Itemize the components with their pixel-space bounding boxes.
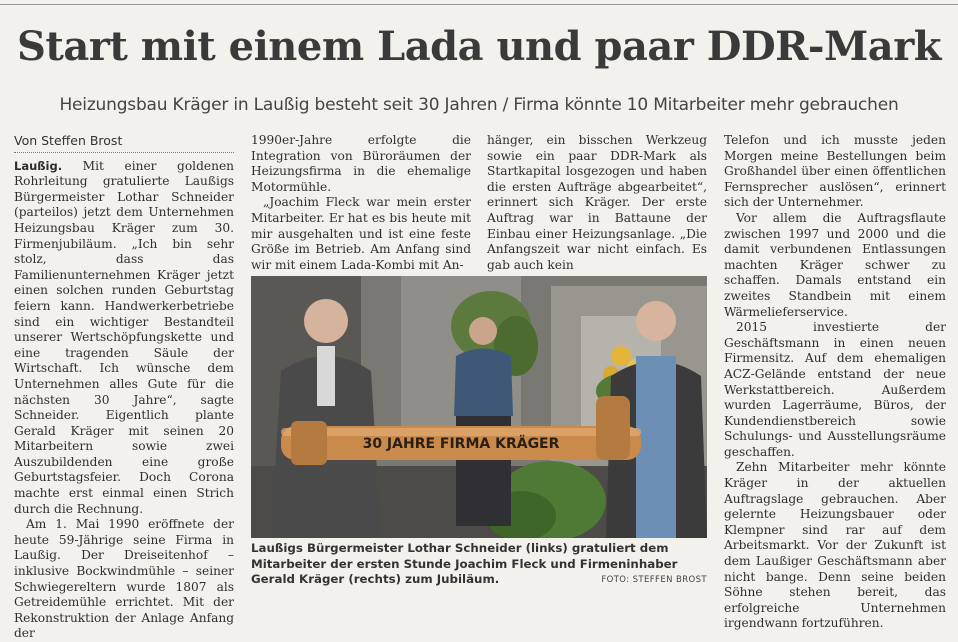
paragraph-text: Mit einer goldenen Rohrleitung gratulierte Laußigs Bürgermeister Lothar Schneider (parteilos) jetzt dem Unternehmen Heizungsbau Kräger zum 30. Firmenjubiläum. „Ich bin sehr stolz, dass das Familienunternehmen Kräger jetzt einen solchen runden Geburtstag feiern kann. Handwerkerbetriebe sind ein wichtiger Bestandteil unserer Wertschöpfungskette und eine tragenden Säule der Wirtschaft. Ich wünsche dem Unternehmen alles Gute für die nächsten 30 Jahre“, sagte Schneider. Eigentlich plante Gerald Kräger mit seinen 20 Mitarbeitern sowie zwei Auszubildenden eine große Geburtstagsfeier. Doch Corona machte erst einmal einen Strich durch die Rechnung. (14, 158, 235, 516)
column-1 (14, 133, 234, 642)
byline: Von Steffen Brost (14, 133, 234, 153)
paragraph: Vor allem die Auftragsflaute zwischen 1997 und 2000 und die damit verbundenen Entlassungen machten Kräger schwer zu schaffen. Damals entstand ein zweites Standbein mit einem Wärmelieferservice. (724, 210, 946, 319)
paragraph: 2015 investierte der Geschäftsmann in einen neuen Firmensitz. Auf dem ehemaligen ACZ-Gelände entstand der neue Werkstattbereich. Außerdem wurden Lagerräume, Büros, der Kundendienstbereich sowie Schulungs- und Ausstellungsräume geschaffen. (724, 320, 946, 459)
paragraph: 1990er-Jahre erfolgte die Integration von Büroräumen der Heizungsfirma in die ehemalige Motormühle. (251, 133, 471, 194)
column-3 (487, 133, 707, 273)
photo-caption: Laußigs Bürgermeister Lothar Schneider (links) gratuliert dem Mitarbeiter der ersten Stunde Joachim Fleck und Firmeninhaber Gerald Kräger (rechts) zum Jubiläum. (251, 541, 678, 586)
paragraph: „Joachim Fleck war mein erster Mitarbeiter. Er hat es bis heute mit mir ausgehalten und ist eine feste Größe im Betrieb. Am Anfang sind wir mit einem Lada-Kombi mit An- (251, 195, 471, 272)
paragraph: Zehn Mitarbeiter mehr könnte Kräger in der aktuellen Auftragslage gebrauchen. Aber gelernte Heizungsbauer oder Klempner sind rar auf dem Arbeitsmarkt. Vor der Zukunft ist dem Laußiger Geschäftsmann aber nicht bange. Denn seine beiden Söhne stehen bereit, das erfolgreiche Unternehmen irgendwann fortzuführen. (724, 460, 946, 631)
subheadline: Heizungsbau Kräger in Laußig besteht seit 30 Jahren / Firma könnte 10 Mitarbeiter mehr gebrauchen (59, 95, 899, 115)
paragraph: hänger, ein bisschen Werkzeug sowie ein paar DDR-Mark als Startkapital losgezogen und haben die ersten Aufträge abgearbeitet“, erinnert sich Kräger. Der erste Auftrag war in Battaune der Einbau einer Heizungsanlage. „Die Anfangszeit war nicht einfach. Es gab auch kein (487, 133, 707, 272)
paragraph: Am 1. Mai 1990 eröffnete der heute 59-Jährige seine Firma in Laußig. Der Dreiseitenhof – inklusive Bockwindmühle – seiner Schwiegereltern wurde 1807 als Getreidemühle errichtet. Mit der Rekonstruktion der Anlage Anfang der (14, 517, 234, 641)
headline: Start mit einem Lada und paar DDR-Mark (16, 23, 942, 70)
paragraph (14, 159, 234, 518)
column-4 (724, 133, 946, 632)
photo-illustration (251, 276, 707, 538)
photo-credit: FOTO: STEFFEN BROST (601, 575, 707, 585)
dateline: Laußig. (14, 158, 63, 173)
paragraph: Telefon und ich musste jeden Morgen meine Bestellungen beim Großhandel über einen öffentlichen Fernsprecher auslösen“, erinnert sich der Unternehmer. (724, 133, 946, 210)
top-rule (0, 4, 958, 5)
article-photo (251, 276, 707, 538)
pipe-text: 30 JAHRE FIRMA KRÄGER (362, 436, 560, 452)
column-2 (251, 133, 471, 273)
